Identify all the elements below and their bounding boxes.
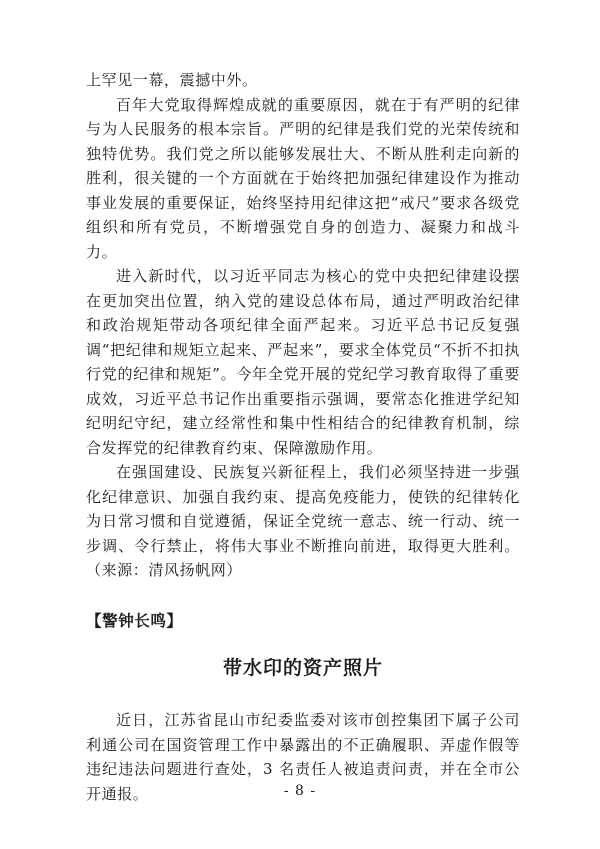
article-title: 带水印的资产照片 [222,657,383,679]
page-number: - 8 - [283,783,317,799]
body-paragraph: 在强国建设、民族复兴新征程上，我们必须坚持进一步强化纪律意识、加强自我约束、提高免疫能力，使铁的纪律转化为日常习惯和自觉遵循，保证全党统一意志、统一行动、统一步调、令行禁止，将伟大事业不断推向前进，取得更大胜利。（来源：清风扬帆网） [86,463,520,579]
body-paragraph: 上罕见一幕，震撼中外。 [86,71,258,89]
body-paragraph: 进入新时代，以习近平同志为核心的党中央把纪律建设摆在更加突出位置，纳入党的建设总体布局，通过严明政治纪律和政治规矩带动各项纪律全面严起来。习近平总书记反复强调“把纪律和规矩立起来、严起来”，要求全体党员“不折不扣执行党的纪律和规矩”。今年全党开展的党纪学习教育取得了重要成效，习近平总书记作出重要指示强调，要常态化推进学纪知纪明纪守纪，建立经常性和集中性相结合的纪律教育机制，综合发挥党的纪律教育约束、保障激励作用。 [86,267,520,457]
section-header: 【警钟长鸣】 [86,610,183,630]
body-paragraph: 百年大党取得辉煌成就的重要原因，就在于有严明的纪律与为人民服务的根本宗旨。严明的纪律是我们党的光荣传统和独特优势。我们党之所以能够发展壮大、不断从胜利走向新的胜利，很关键的一个方面就在于始终把加强纪律建设作为推动事业发展的重要保证，始终坚持用纪律这把“戒尺”要求各级党组织和所有党员，不断增强党自身的创造力、凝聚力和战斗力。 [86,95,520,261]
page-content [86,68,520,806]
body-paragraph: 近日，江苏省昆山市纪委监委对该市创控集团下属子公司利通公司在国资管理工作中暴露出的不正确履职、弄虚作假等违纪违法问题进行查处，3 名责任人被追责问责，并在全市公开通报。 [86,711,520,803]
